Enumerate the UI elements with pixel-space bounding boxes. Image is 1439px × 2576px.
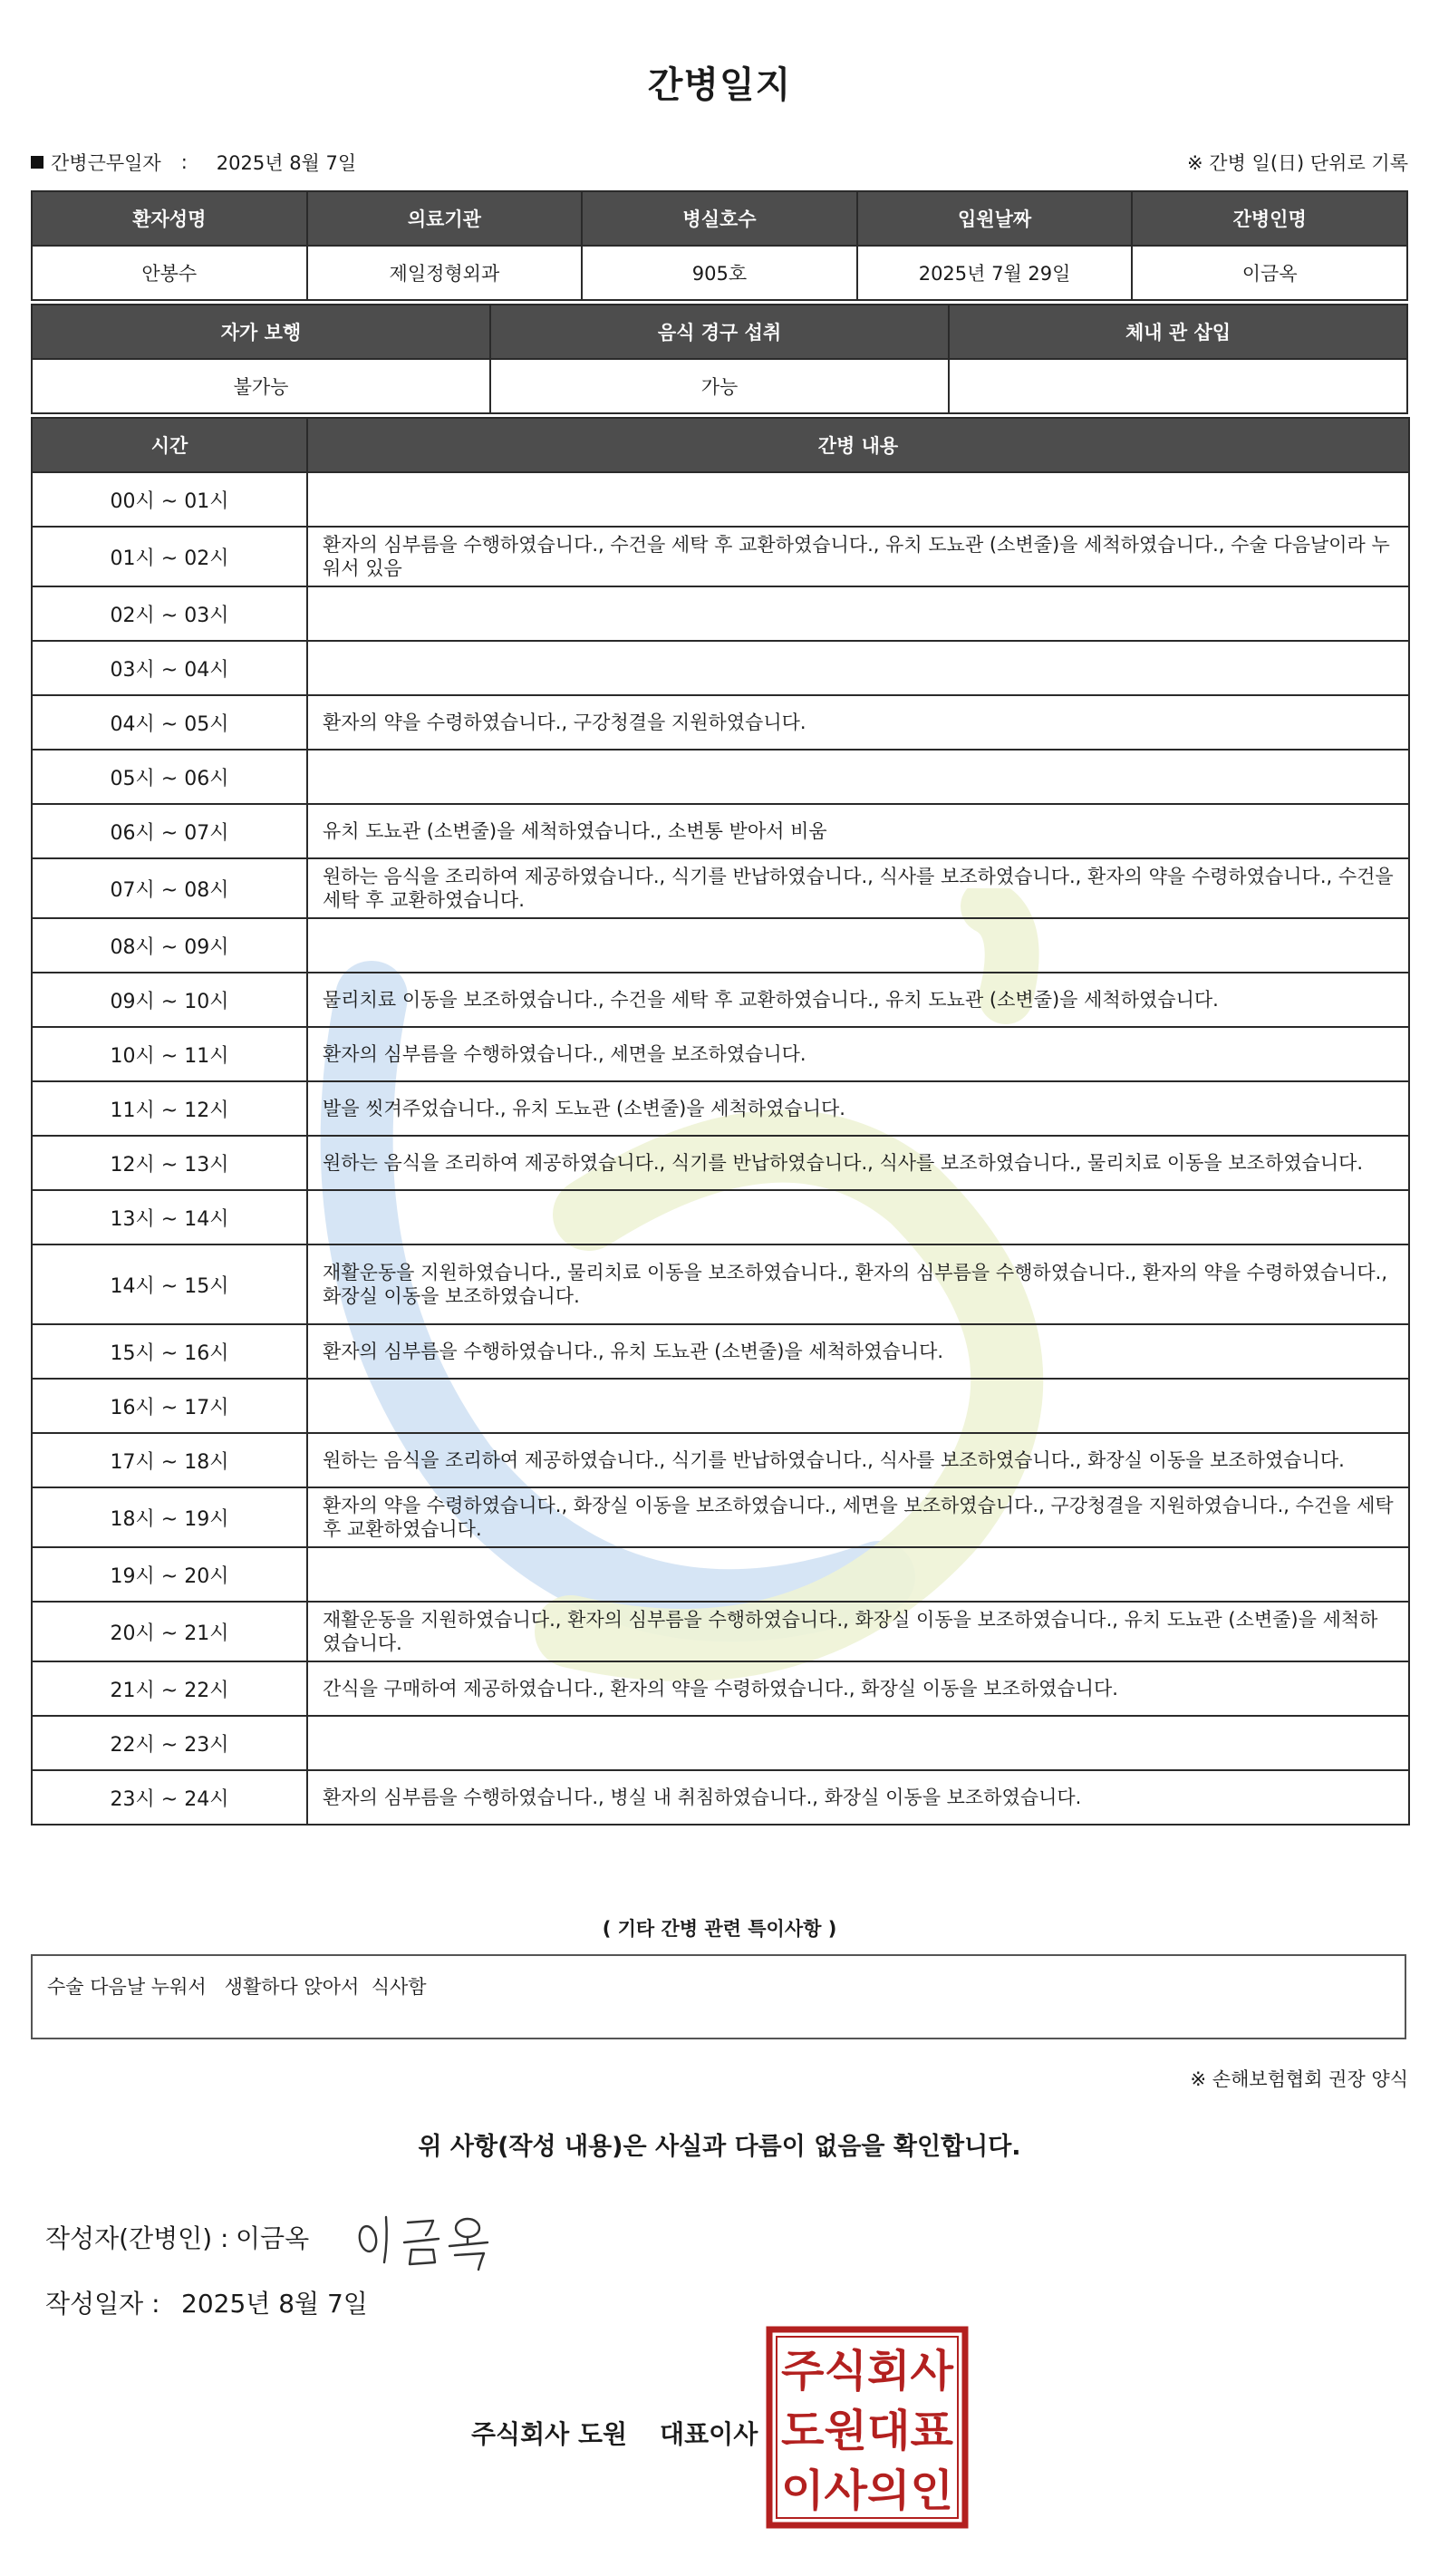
care-log-row: [32, 1661, 1409, 1716]
patient-info-value-row: [32, 246, 1407, 300]
written-date-line: [45, 2284, 368, 2320]
care-log-row: [32, 1324, 1409, 1379]
care-log-content: 환자의 약을 수령하였습니다., 구강청결을 지원하였습니다.: [307, 695, 1409, 750]
care-log-content: [307, 1716, 1409, 1770]
care-log-content: [307, 472, 1409, 527]
written-date-value: 2025년 8월 7일: [181, 2289, 368, 2319]
care-log-header-row: [32, 418, 1409, 472]
patient-status-table: [31, 304, 1408, 414]
care-log-body: [32, 472, 1409, 1825]
header-oral-intake: 음식 경구 섭취: [490, 305, 949, 359]
care-log-row: [32, 1244, 1409, 1324]
care-log-row: [32, 1602, 1409, 1661]
care-log-time: 05시 ~ 06시: [32, 750, 307, 804]
care-log-content: 물리치료 이동을 보조하였습니다., 수건을 세탁 후 교환하였습니다., 유치 도뇨관 (소변줄)을 세척하였습니다.: [307, 973, 1409, 1027]
self-walking-value: 불가능: [32, 359, 490, 413]
care-log-content: 환자의 심부름을 수행하였습니다., 유치 도뇨관 (소변줄)을 세척하였습니다.: [307, 1324, 1409, 1379]
care-log-content: 환자의 약을 수령하였습니다., 화장실 이동을 보조하였습니다., 세면을 보조하였습니다., 구강청결을 지원하였습니다., 수건을 세탁 후 교환하였습니다.: [307, 1487, 1409, 1547]
care-log-time: 09시 ~ 10시: [32, 973, 307, 1027]
care-log-row: [32, 750, 1409, 804]
care-log-time: 08시 ~ 09시: [32, 918, 307, 973]
written-date-label: 작성일자 :: [45, 2289, 160, 2319]
care-log-content: 환자의 심부름을 수행하였습니다., 수건을 세탁 후 교환하였습니다., 유치 도뇨관 (소변줄)을 세척하였습니다., 수술 다음날이라 누워서 있음: [307, 527, 1409, 586]
work-date-separator: :: [180, 151, 188, 173]
patient-info-table: [31, 190, 1408, 301]
header-patient-name: 환자성명: [32, 191, 307, 246]
care-log-content: [307, 1190, 1409, 1244]
care-log-content: 원하는 음식을 조리하여 제공하였습니다., 식기를 반납하였습니다., 식사를 보조하였습니다., 화장실 이동을 보조하였습니다.: [307, 1433, 1409, 1487]
care-log-content: [307, 586, 1409, 641]
care-log-content: 재활운동을 지원하였습니다., 환자의 심부름을 수행하였습니다., 화장실 이동을 보조하였습니다., 유치 도뇨관 (소변줄)을 세척하였습니다.: [307, 1602, 1409, 1661]
care-log-time: 13시 ~ 14시: [32, 1190, 307, 1244]
company-seal-stamp: [766, 2326, 969, 2529]
work-date: [31, 149, 356, 176]
seal-text-line: 이사의인: [781, 2465, 953, 2516]
care-log-time: 21시 ~ 22시: [32, 1661, 307, 1716]
care-log-time: 19시 ~ 20시: [32, 1547, 307, 1602]
header-hospital: 의료기관: [307, 191, 583, 246]
work-date-value: 2025년 8월 7일: [216, 152, 357, 174]
writer-label: 작성자(간병인) :: [45, 2223, 229, 2253]
work-date-label: 간병근무일자: [51, 152, 161, 174]
care-log-time: 17시 ~ 18시: [32, 1433, 307, 1487]
care-log-content: 재활운동을 지원하였습니다., 물리치료 이동을 보조하였습니다., 환자의 심부름을 수행하였습니다., 환자의 약을 수령하였습니다., 화장실 이동을 보조하였습니다.: [307, 1244, 1409, 1324]
care-log-row: [32, 804, 1409, 858]
tube-insertion-value: [949, 359, 1407, 413]
company-line: [471, 2415, 758, 2451]
care-log-content: [307, 641, 1409, 695]
care-log-time: 06시 ~ 07시: [32, 804, 307, 858]
record-unit-note: ※ 간병 일(日) 단위로 기록: [1187, 152, 1408, 174]
care-log-row: [32, 1136, 1409, 1190]
remarks-box: [31, 1954, 1406, 2039]
care-log-content: [307, 918, 1409, 973]
care-log-row: [32, 918, 1409, 973]
care-log-time: 10시 ~ 11시: [32, 1027, 307, 1081]
patient-info-header-row: [32, 191, 1407, 246]
remarks-title: ( 기타 간병 관련 특이사항 ): [602, 1918, 837, 1940]
remarks-text: 수술 다음날 누워서 생활하다 앉아서 식사함: [47, 1976, 427, 1998]
care-log-time: 03시 ~ 04시: [32, 641, 307, 695]
care-log-time: 04시 ~ 05시: [32, 695, 307, 750]
care-log-row: [32, 1081, 1409, 1136]
header-self-walking: 자가 보행: [32, 305, 490, 359]
care-log-time: 18시 ~ 19시: [32, 1487, 307, 1547]
handwritten-signature: [352, 2204, 515, 2277]
care-log-time: 23시 ~ 24시: [32, 1770, 307, 1825]
header-care-content: 간병 내용: [307, 418, 1409, 472]
header-tube-insertion: 체내 관 삽입: [949, 305, 1407, 359]
care-log-time: 20시 ~ 21시: [32, 1602, 307, 1661]
care-log-time: 15시 ~ 16시: [32, 1324, 307, 1379]
care-log-row: [32, 586, 1409, 641]
care-log-content: 발을 씻겨주었습니다., 유치 도뇨관 (소변줄)을 세척하였습니다.: [307, 1081, 1409, 1136]
page-title: 간병일지: [647, 64, 792, 106]
room-number: 905호: [582, 246, 857, 300]
care-log-content: 간식을 구매하여 제공하였습니다., 환자의 약을 수령하였습니다., 화장실 이동을 보조하였습니다.: [307, 1661, 1409, 1716]
care-log-time: 07시 ~ 08시: [32, 858, 307, 918]
square-bullet-icon: [31, 156, 43, 169]
care-log-content: [307, 1379, 1409, 1433]
care-log-time: 16시 ~ 17시: [32, 1379, 307, 1433]
care-log-row: [32, 695, 1409, 750]
status-value-row: [32, 359, 1407, 413]
caregiver-name: 이금옥: [1132, 246, 1407, 300]
company-name: 주식회사 도원: [471, 2419, 628, 2449]
care-log-time: 02시 ~ 03시: [32, 586, 307, 641]
care-log-row: [32, 1547, 1409, 1602]
header-caregiver: 간병인명: [1132, 191, 1407, 246]
care-log-row: [32, 1716, 1409, 1770]
seal-text-line: 주식회사: [781, 2346, 954, 2397]
care-log-row: [32, 1027, 1409, 1081]
header-room: 병실호수: [582, 191, 857, 246]
care-log-row: [32, 1379, 1409, 1433]
care-log-content: [307, 750, 1409, 804]
writer-line: [45, 2219, 309, 2255]
care-log-table: [31, 417, 1410, 1825]
care-log-time: 01시 ~ 02시: [32, 527, 307, 586]
company-title: 대표이사: [660, 2419, 758, 2449]
writer-name: 이금옥: [236, 2223, 310, 2253]
recommended-form-note: ※ 손해보험협회 권장 양식: [1190, 2068, 1408, 2090]
care-log-time: 12시 ~ 13시: [32, 1136, 307, 1190]
care-log-row: [32, 1190, 1409, 1244]
header-admission-date: 입원날짜: [857, 191, 1133, 246]
care-log-content: 환자의 심부름을 수행하였습니다., 세면을 보조하였습니다.: [307, 1027, 1409, 1081]
status-header-row: [32, 305, 1407, 359]
care-log-row: [32, 1770, 1409, 1825]
care-log-time: 00시 ~ 01시: [32, 472, 307, 527]
hospital-name: 제일정형외과: [307, 246, 583, 300]
care-log-content: 원하는 음식을 조리하여 제공하였습니다., 식기를 반납하였습니다., 식사를 보조하였습니다., 환자의 약을 수령하였습니다., 수건을 세탁 후 교환하였습니다.: [307, 858, 1409, 918]
care-log-row: [32, 973, 1409, 1027]
care-log-time: 11시 ~ 12시: [32, 1081, 307, 1136]
patient-name: 안봉수: [32, 246, 307, 300]
care-log-row: [32, 1487, 1409, 1547]
care-log-row: [32, 472, 1409, 527]
care-log-row: [32, 527, 1409, 586]
care-log-content: 원하는 음식을 조리하여 제공하였습니다., 식기를 반납하였습니다., 식사를 보조하였습니다., 물리치료 이동을 보조하였습니다.: [307, 1136, 1409, 1190]
care-log-row: [32, 1433, 1409, 1487]
header-time: 시간: [32, 418, 307, 472]
seal-text-line: 도원대표: [781, 2406, 954, 2456]
care-log-time: 14시 ~ 15시: [32, 1244, 307, 1324]
meta-row: [31, 149, 1408, 176]
care-log-content: 환자의 심부름을 수행하였습니다., 병실 내 취침하였습니다., 화장실 이동을 보조하였습니다.: [307, 1770, 1409, 1825]
care-log-row: [32, 858, 1409, 918]
admission-date: 2025년 7월 29일: [857, 246, 1133, 300]
care-log-row: [32, 641, 1409, 695]
care-log-time: 22시 ~ 23시: [32, 1716, 307, 1770]
confirmation-statement: 위 사항(작성 내용)은 사실과 다름이 없음을 확인합니다.: [418, 2133, 1021, 2161]
oral-intake-value: 가능: [490, 359, 949, 413]
care-log-content: 유치 도뇨관 (소변줄)을 세척하였습니다., 소변통 받아서 비움: [307, 804, 1409, 858]
care-log-content: [307, 1547, 1409, 1602]
